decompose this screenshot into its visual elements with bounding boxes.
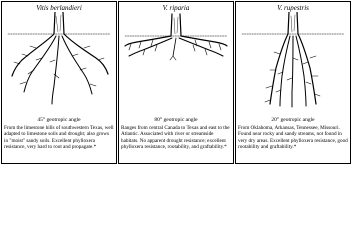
- geotropic-angle-label: 45° geotropic angle: [37, 117, 81, 123]
- panel-title: V. riparia: [162, 4, 190, 12]
- geotropic-angle-label: 20° geotropic angle: [271, 117, 315, 123]
- panel-v-rupestris: [235, 1, 351, 164]
- panel-description: From Oklahoma, Arkansas, Tennessee, Missouri. Found near rocky and sandy streams, not found in very dry areas. Excellent phylloxera resistance, good rootability and graftability.*: [238, 125, 348, 151]
- panel-title: V. rupestris: [277, 4, 309, 12]
- panel-v-riparia: [118, 1, 234, 164]
- geotropic-angle-label: 80° geotropic angle: [154, 117, 198, 123]
- vine-roots-80-degree-icon: [123, 12, 229, 108]
- panel-description: From the limestone hills of southwestern Texas, well adapted to limestone soils and drought; also grows in "moist" sandy soils. Excellent phylloxera resistance, very hard to root and propagate.*: [4, 125, 114, 151]
- panel-title: Vitis berlandieri: [36, 4, 82, 12]
- vine-roots-45-degree-icon: [6, 12, 112, 108]
- panel-vitis-berlandieri: [1, 1, 117, 164]
- panel-description: Ranges from central Canada to Texas and east to the Atlantic. Associated with river or streamside habitats. No apparent drought resistance; excellent phylloxera resistance, rootability, and graftability.*: [121, 125, 230, 151]
- vine-roots-20-degree-icon: [240, 12, 346, 108]
